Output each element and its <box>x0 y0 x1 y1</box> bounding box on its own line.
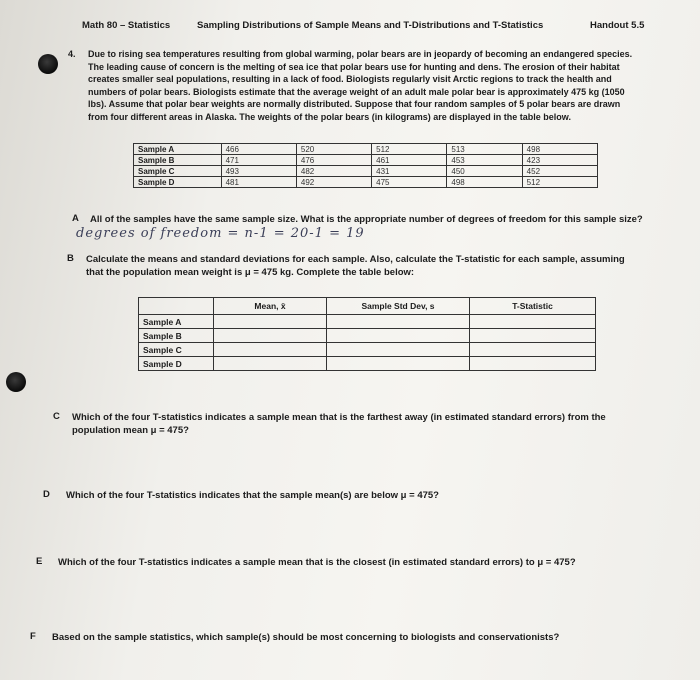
weight-cell: 492 <box>296 177 371 188</box>
weight-cell: 452 <box>522 166 597 177</box>
part-b-line: Calculate the means and standard deviations for each sample. Also, calculate the T-statistic for each sample, assuming <box>86 254 625 265</box>
part-c-question <box>72 411 682 437</box>
row-label: Sample D <box>134 177 222 188</box>
part-c-letter: C <box>53 411 60 422</box>
problem-line: numbers of polar bears. Biologists estimate that the average weight of an adult male polar bear is approximately 475 kg (1050 <box>88 86 625 97</box>
part-a-question: All of the samples have the same sample size. What is the appropriate number of degrees of freedom for this sample size? <box>90 214 643 225</box>
results-table <box>138 297 596 371</box>
results-header-row <box>139 298 596 315</box>
binder-hole-middle <box>6 372 26 392</box>
std-dev-cell[interactable] <box>327 343 470 357</box>
mean-cell[interactable] <box>214 329 327 343</box>
handout-title: Sampling Distributions of Sample Means and T-Distributions and T-Statistics <box>197 20 544 31</box>
std-dev-cell[interactable] <box>327 357 470 371</box>
std-dev-cell[interactable] <box>327 315 470 329</box>
results-header: T-Statistic <box>470 298 596 315</box>
t-stat-cell[interactable] <box>470 329 596 343</box>
problem-number: 4. <box>68 49 76 59</box>
weight-cell: 466 <box>221 144 296 155</box>
weight-cell: 481 <box>221 177 296 188</box>
table-row <box>139 329 596 343</box>
problem-line: creates smaller seal populations, resulting in a lack of food. Biologists regularly visit Arctic regions to track the health and <box>88 74 612 84</box>
row-label: Sample C <box>134 166 222 177</box>
weight-cell: 482 <box>296 166 371 177</box>
weight-cell: 461 <box>372 155 447 166</box>
t-stat-cell[interactable] <box>470 343 596 357</box>
problem-line: The leading cause of concern is the melting of sea ice that polar bears use for hunting and dens. The erosion of their habitat <box>88 61 620 72</box>
binder-hole-top <box>38 54 58 74</box>
handwritten-answer: degrees of freedom = n-1 = 20-1 = 19 <box>76 226 365 241</box>
table-row <box>134 155 598 166</box>
results-header: Sample Std Dev, s <box>327 298 470 315</box>
table-row <box>134 144 598 155</box>
row-label: Sample C <box>139 343 214 357</box>
problem-text <box>88 48 673 123</box>
weight-cell: 513 <box>447 144 522 155</box>
results-header <box>139 298 214 315</box>
weight-cell: 520 <box>296 144 371 155</box>
part-e-letter: E <box>36 556 43 567</box>
row-label: Sample D <box>139 357 214 371</box>
part-f-question: Based on the sample statistics, which sample(s) should be most concerning to biologists and conservationists? <box>52 632 560 643</box>
weight-cell: 498 <box>447 177 522 188</box>
row-label: Sample B <box>139 329 214 343</box>
weight-cell: 431 <box>372 166 447 177</box>
part-a-letter: A <box>72 213 79 224</box>
part-b-letter: B <box>67 253 74 264</box>
part-f-letter: F <box>30 631 36 642</box>
weight-cell: 453 <box>447 155 522 166</box>
row-label: Sample A <box>134 144 222 155</box>
problem-line: from four different areas in Alaska. The weights of the polar bears (in kilograms) are displayed in the table below. <box>88 111 571 122</box>
weight-cell: 423 <box>522 155 597 166</box>
row-label: Sample B <box>134 155 222 166</box>
mean-cell[interactable] <box>214 315 327 329</box>
part-c-line: population mean μ = 475? <box>72 425 189 436</box>
part-e-question: Which of the four T-statistics indicates a sample mean that is the closest (in estimated standard errors) to μ = 475? <box>58 557 576 568</box>
polar-bear-weights-table <box>133 143 598 188</box>
problem-line: Due to rising sea temperatures resulting from global warming, polar bears are in jeopardy of becoming an endangered species. <box>88 49 633 59</box>
part-b-question <box>86 253 686 279</box>
t-stat-cell[interactable] <box>470 357 596 371</box>
weight-cell: 512 <box>522 177 597 188</box>
table-row <box>139 343 596 357</box>
weight-cell: 476 <box>296 155 371 166</box>
part-d-question: Which of the four T-statistics indicates that the sample mean(s) are below μ = 475? <box>66 490 439 501</box>
table-row <box>134 166 598 177</box>
mean-cell[interactable] <box>214 357 327 371</box>
part-b-line: that the population mean weight is μ = 475 kg. Complete the table below: <box>86 267 415 278</box>
weight-cell: 498 <box>522 144 597 155</box>
weight-cell: 450 <box>447 166 522 177</box>
weight-cell: 512 <box>372 144 447 155</box>
weight-cell: 493 <box>221 166 296 177</box>
weight-cell: 475 <box>372 177 447 188</box>
std-dev-cell[interactable] <box>327 329 470 343</box>
row-label: Sample A <box>139 315 214 329</box>
table-row <box>139 315 596 329</box>
part-d-letter: D <box>43 489 50 500</box>
t-stat-cell[interactable] <box>470 315 596 329</box>
problem-line: lbs). Assume that polar bear weights are normally distributed. Suppose that four random samples of 5 polar bears are drawn <box>88 99 621 109</box>
course-name: Math 80 – Statistics <box>82 20 171 31</box>
handout-number: Handout 5.5 <box>590 20 645 31</box>
results-header: Mean, x̄ <box>214 298 327 315</box>
mean-cell[interactable] <box>214 343 327 357</box>
table-row <box>134 177 598 188</box>
table-row <box>139 357 596 371</box>
part-c-line: Which of the four T-statistics indicates a sample mean that is the farthest away (in estimated standard errors) from the <box>72 412 606 423</box>
weight-cell: 471 <box>221 155 296 166</box>
